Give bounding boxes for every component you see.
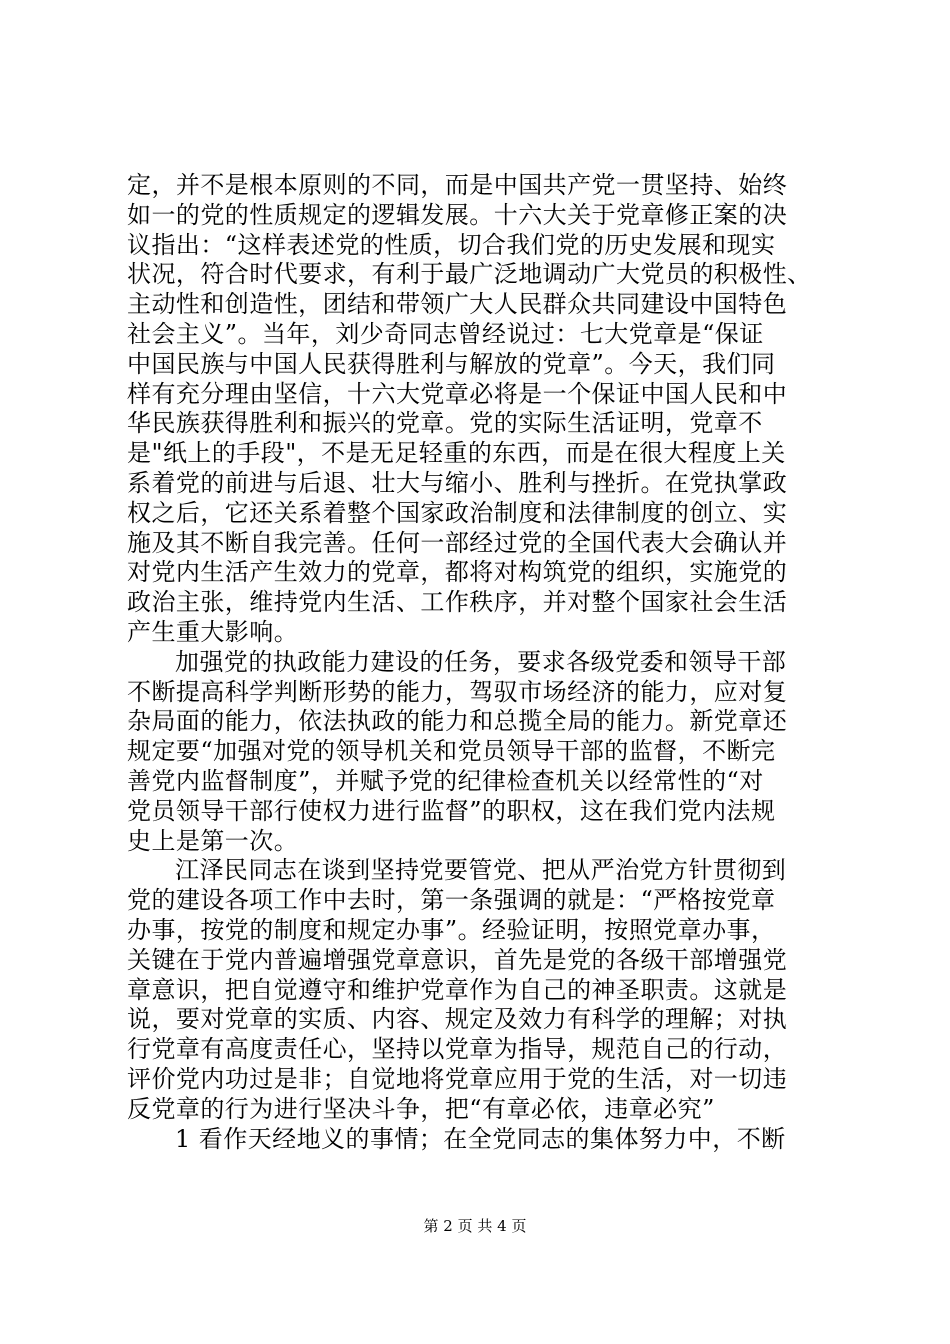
text-line-29: 说，要对党章的实质、内容、规定及效力有科学的理解；对执 [127, 1005, 788, 1034]
text-line-1: 定，并不是根本原则的不同，而是中国共产党一贯坚持、始终 [127, 171, 788, 199]
text-line-9: 华民族获得胜利和振兴的党章。党的实际生活证明，党章不 [127, 409, 763, 438]
text-line-23: 史上是第一次。 [127, 826, 299, 855]
text-line-12: 权之后，它还关系着整个国家政治制度和法律制度的创立、实 [127, 498, 788, 527]
text-line-4: 状况，符合时代要求，有利于最广泛地调动广大党员的积极性、 [127, 260, 812, 289]
text-line-25: 党的建设各项工作中去时，第一条强调的就是：“严格按党章 [127, 886, 776, 915]
text-line-18: 不断提高科学判断形势的能力，驾驭市场经济的能力，应对复 [127, 677, 788, 706]
text-line-28: 章意识，把自觉遵守和维护党章作为自己的神圣职责。这就是 [127, 975, 788, 1004]
text-line-5: 主动性和创造性，团结和带领广大人民群众共同建设中国特色 [127, 290, 788, 319]
text-line-2: 如一的党的性质规定的逻辑发展。十六大关于党章修正案的决 [127, 200, 788, 229]
page-number-label: 第 2 页 共 4 页 [423, 1217, 527, 1235]
text-line-13: 施及其不断自我完善。任何一部经过党的全国代表大会确认并 [127, 528, 788, 557]
page-footer [0, 1216, 950, 1236]
text-line-8: 样有充分理由坚信，十六大党章必将是一个保证中国人民和中 [127, 379, 788, 408]
text-line-20: 规定要“加强对党的领导机关和党员领导干部的监督，不断完 [127, 737, 776, 766]
text-line-26: 办事，按党的制度和规定办事”。经验证明，按照党章办事， [127, 915, 776, 944]
text-line-11: 系着党的前进与后退、壮大与缩小、胜利与挫折。在党执掌政 [127, 468, 788, 497]
text-line-14: 对党内生活产生效力的党章，都将对构筑党的组织，实施党的 [127, 558, 788, 587]
text-line-21: 善党内监督制度”，并赋予党的纪律检查机关以经常性的“对 [127, 766, 764, 795]
text-line-32: 反党章的行为进行坚决斗争，把“有章必依，违章必究” [127, 1094, 715, 1123]
text-line-10: 是"纸上的手段"，不是无足轻重的东西，而是在很大程度上关 [127, 439, 786, 468]
text-line-6: 社会主义”。当年，刘少奇同志曾经说过：七大党章是“保证 [127, 319, 764, 348]
text-line-24: 江泽民同志在谈到坚持党要管党、把从严治党方针贯彻到 [175, 856, 787, 885]
text-line-31: 评价党内功过是非；自觉地将党章应用于党的生活，对一切违 [127, 1064, 788, 1093]
text-line-27: 关键在于党内普遍增强党章意识，首先是党的各级干部增强党 [127, 945, 788, 974]
text-line-30: 行党章有高度责任心，坚持以党章为指导，规范自己的行动， [127, 1035, 788, 1064]
text-line-16: 产生重大影响。 [127, 617, 299, 646]
text-line-19: 杂局面的能力，依法执政的能力和总揽全局的能力。新党章还 [127, 707, 788, 736]
text-line-7: 中国民族与中国人民获得胜利与解放的党章”。今天，我们同 [127, 349, 776, 378]
text-line-17: 加强党的执政能力建设的任务，要求各级党委和领导干部 [175, 647, 787, 676]
text-line-33: 1 看作天经地义的事情；在全党同志的集体努力中，不断 [175, 1124, 786, 1153]
document-body [127, 171, 827, 1154]
text-line-15: 政治主张，维持党内生活、工作秩序，并对整个国家社会生活 [127, 588, 788, 617]
text-line-22: 党员领导干部行使权力进行监督”的职权，这在我们党内法规 [127, 796, 776, 825]
text-line-3: 议指出：“这样表述党的性质，切合我们党的历史发展和现实 [127, 230, 776, 259]
